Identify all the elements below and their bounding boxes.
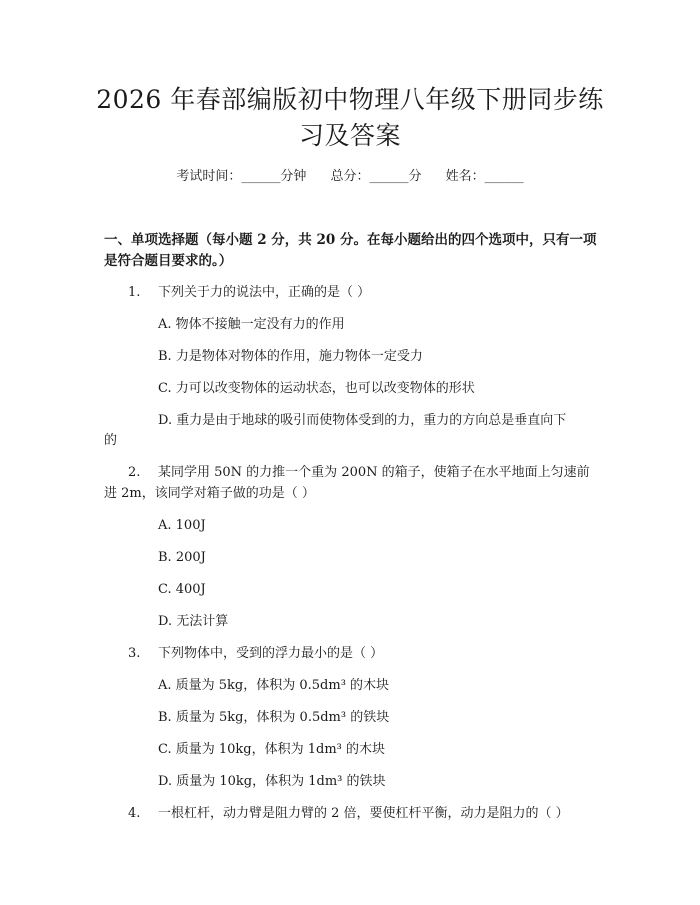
exam-meta [0,168,700,186]
question-3-option-c: C. 质量为 10kg，体积为 1dm³ 的木块 [158,742,386,757]
question-text: 某同学用 50N 的力推一个重为 200N 的箱子，使箱子在水平地面上匀速前 [158,465,590,480]
question-2-option-a: A. 100J [158,518,206,533]
question-1-option-d: D. 重力是由于地球的吸引而使物体受到的力，重力的方向总是垂直向下 [158,413,567,428]
document-title [90,82,610,154]
question-1 [128,283,370,302]
question-1-option-b: B. 力是物体对物体的作用，施力物体一定受力 [158,349,423,364]
question-3-option-b: B. 质量为 5kg，体积为 0.5dm³ 的铁块 [158,710,390,725]
question-number: 3. [128,646,141,661]
question-3-option-a: A. 质量为 5kg，体积为 0.5dm³ 的木块 [158,678,390,693]
question-text: 一根杠杆，动力臂是阻力臂的 2 倍，要使杠杆平衡，动力是阻力的（ ） [158,806,569,821]
question-2 [128,463,590,482]
question-number: 2. [128,465,141,480]
question-1-option-c: C. 力可以改变物体的运动状态，也可以改变物体的形状 [158,381,475,396]
question-3-option-d: D. 质量为 10kg，体积为 1dm³ 的铁块 [158,774,386,789]
question-2-option-c: C. 400J [158,582,206,597]
question-1-option-a: A. 物体不接触一定没有力的作用 [158,317,345,332]
question-2-option-d: D. 无法计算 [158,614,229,629]
question-3 [128,644,383,663]
total-score-field: 总分：______分 [330,169,422,184]
question-1-option-d-continued: 的 [104,433,118,448]
name-field: 姓名：______ [445,169,524,184]
question-4 [128,804,569,823]
question-number: 1. [128,285,141,300]
question-number: 4. [128,806,141,821]
exam-time-field: 考试时间：______分钟 [176,169,307,184]
question-text: 下列物体中，受到的浮力最小的是（ ） [158,646,384,661]
title-line-2: 习及答案 [298,121,401,150]
section-heading: 一、单项选择题（每小题 2 分，共 20 分。在每小题给出的四个选项中，只有一项是符合题目要求的。） [104,232,597,269]
question-2-text-continued: 进 2m，该同学对箱子做的功是（ ） [104,486,315,501]
question-text: 下列关于力的说法中，正确的是（ ） [158,285,371,300]
question-2-option-b: B. 200J [158,550,206,565]
title-line-1: 2026 年春部编版初中物理八年级下册同步练 [96,85,604,114]
